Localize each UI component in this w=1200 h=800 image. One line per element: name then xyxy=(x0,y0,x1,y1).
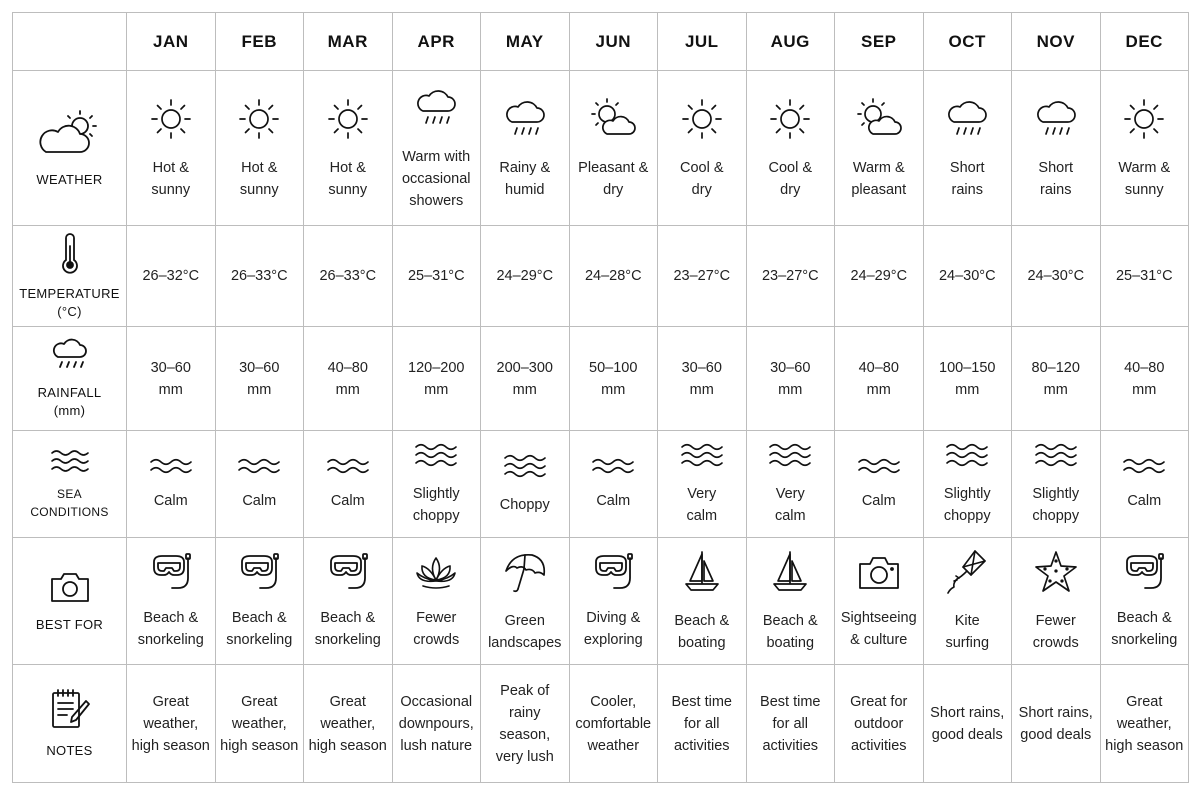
thermometer-icon xyxy=(59,232,81,279)
temperature-cell-aug xyxy=(746,226,835,327)
notes-value: Occasional downpours, lush nature xyxy=(398,693,474,754)
notes-label: NOTES xyxy=(46,743,93,758)
sun-icon xyxy=(767,96,813,147)
best-value: Kite surfing xyxy=(945,612,990,651)
best-cell-may xyxy=(481,538,570,665)
best-value: Green landscapes xyxy=(488,612,562,651)
weather-cell-jan xyxy=(127,71,216,226)
best-cell-oct xyxy=(923,538,1012,665)
sea-cell-jan xyxy=(127,431,216,538)
month-header-may: MAY xyxy=(481,13,570,71)
notes-value: Short rains, good deals xyxy=(930,704,1005,743)
best-cell-feb xyxy=(215,538,304,665)
waves-icon xyxy=(680,442,724,473)
sea-cell-may xyxy=(481,431,570,538)
month-header-jun: JUN xyxy=(569,13,658,71)
rainfall-cell-apr xyxy=(392,327,481,431)
rainfall-row xyxy=(13,327,1189,431)
temperature-value: 24–30°C xyxy=(1027,268,1085,284)
best-value: Beach & boating xyxy=(762,612,818,651)
weather-cell-jun xyxy=(569,71,658,226)
notes-value: Great weather, high season xyxy=(220,693,299,754)
notes-value: Great weather, high season xyxy=(131,693,210,754)
rain-cloud-icon xyxy=(50,337,90,378)
temperature-label: TEMPERATURE (°C) xyxy=(19,285,120,319)
sea-cell-apr xyxy=(392,431,481,538)
notes-value: Short rains, good deals xyxy=(1018,704,1093,743)
best-cell-nov xyxy=(1012,538,1101,665)
sea-cell-nov xyxy=(1012,431,1101,538)
weather-cell-nov xyxy=(1012,71,1101,226)
temperature-value: 24–28°C xyxy=(584,268,642,284)
notes-row xyxy=(13,665,1189,783)
starfish-icon xyxy=(1033,549,1079,600)
rain-cloud-icon xyxy=(413,85,459,136)
notes-cell-mar xyxy=(304,665,393,783)
rainfall-value: 50–100 mm xyxy=(589,359,638,398)
sun-icon xyxy=(325,96,371,147)
notes-cell-feb xyxy=(215,665,304,783)
temperature-value: 24–29°C xyxy=(850,268,908,284)
best-row-label xyxy=(13,538,127,665)
weather-cell-sep xyxy=(835,71,924,226)
rainfall-cell-nov xyxy=(1012,327,1101,431)
month-header-mar: MAR xyxy=(304,13,393,71)
notes-value: Great for outdoor activities xyxy=(850,693,908,754)
temperature-value: 26–33°C xyxy=(230,268,288,284)
snorkel-mask-icon xyxy=(325,552,371,597)
sea-value: Calm xyxy=(242,492,277,509)
sea-value: Slightly choppy xyxy=(1032,485,1080,524)
notes-cell-may xyxy=(481,665,570,783)
month-header-sep: SEP xyxy=(835,13,924,71)
rainfall-cell-aug xyxy=(746,327,835,431)
notes-cell-jun xyxy=(569,665,658,783)
waves-icon xyxy=(591,457,635,480)
best-value: Fewer crowds xyxy=(1032,612,1079,651)
notes-value: Best time for all activities xyxy=(671,693,732,754)
cloud-sun-icon xyxy=(36,108,104,165)
notes-value: Great weather, high season xyxy=(1105,693,1184,754)
weather-value: Short rains xyxy=(1038,159,1074,198)
weather-cell-feb xyxy=(215,71,304,226)
sea-label: SEA CONDITIONS xyxy=(30,486,109,519)
sea-cell-mar xyxy=(304,431,393,538)
rainfall-value: 200–300 mm xyxy=(496,359,553,398)
waves-icon xyxy=(1122,457,1166,480)
sun-icon xyxy=(679,96,725,147)
weather-cell-mar xyxy=(304,71,393,226)
notes-value: Best time for all activities xyxy=(760,693,821,754)
waves-icon xyxy=(503,453,547,484)
month-header-feb: FEB xyxy=(215,13,304,71)
temperature-value: 26–33°C xyxy=(319,268,377,284)
weather-cell-jul xyxy=(658,71,747,226)
snorkel-mask-icon xyxy=(148,552,194,597)
temperature-value: 25–31°C xyxy=(407,268,465,284)
kite-icon xyxy=(947,549,987,600)
temperature-cell-oct xyxy=(923,226,1012,327)
rainfall-value: 80–120 mm xyxy=(1031,359,1080,398)
best-value: Sightseeing & culture xyxy=(840,609,917,648)
sea-cell-feb xyxy=(215,431,304,538)
month-header-jul: JUL xyxy=(658,13,747,71)
notes-value: Cooler, comfortable weather xyxy=(575,693,652,754)
sun-icon xyxy=(148,96,194,147)
sea-cell-sep xyxy=(835,431,924,538)
temperature-value: 26–32°C xyxy=(142,268,200,284)
rain-cloud-icon xyxy=(944,96,990,147)
best-value: Fewer crowds xyxy=(413,609,460,648)
weather-row xyxy=(13,71,1189,226)
weather-value: Warm & pleasant xyxy=(851,159,907,198)
rainfall-cell-oct xyxy=(923,327,1012,431)
best-cell-sep xyxy=(835,538,924,665)
weather-cell-aug xyxy=(746,71,835,226)
notes-value: Great weather, high season xyxy=(308,693,387,754)
weather-value: Rainy & humid xyxy=(499,159,551,198)
best-cell-jun xyxy=(569,538,658,665)
best-cell-jan xyxy=(127,538,216,665)
rainfall-cell-mar xyxy=(304,327,393,431)
sailboat-icon xyxy=(770,549,810,600)
notes-cell-sep xyxy=(835,665,924,783)
notes-cell-jul xyxy=(658,665,747,783)
sea-value: Calm xyxy=(1127,492,1162,509)
sea-row-label xyxy=(13,431,127,538)
sun-cloud-icon xyxy=(587,96,639,147)
header-corner xyxy=(13,13,127,71)
waves-icon xyxy=(1034,442,1078,473)
weather-value: Hot & sunny xyxy=(239,159,279,198)
rainfall-cell-sep xyxy=(835,327,924,431)
best-cell-jul xyxy=(658,538,747,665)
sea-value: Calm xyxy=(861,492,896,509)
rain-cloud-icon xyxy=(502,96,548,147)
rainfall-value: 40–80 mm xyxy=(1124,359,1165,398)
temperature-cell-feb xyxy=(215,226,304,327)
sea-cell-jun xyxy=(569,431,658,538)
weather-cell-oct xyxy=(923,71,1012,226)
sailboat-icon xyxy=(682,549,722,600)
sea-value: Choppy xyxy=(499,496,550,513)
rainfall-value: 30–60 mm xyxy=(239,359,280,398)
snorkel-mask-icon xyxy=(1121,552,1167,597)
waves-icon xyxy=(414,442,458,473)
weather-cell-apr xyxy=(392,71,481,226)
weather-cell-may xyxy=(481,71,570,226)
temperature-cell-nov xyxy=(1012,226,1101,327)
rainfall-cell-dec xyxy=(1100,327,1189,431)
sea-value: Calm xyxy=(330,492,365,509)
month-header-aug: AUG xyxy=(746,13,835,71)
camera-icon xyxy=(48,569,92,610)
best-value: Diving & exploring xyxy=(583,609,643,648)
weather-value: Hot & sunny xyxy=(328,159,368,198)
month-header-jan: JAN xyxy=(127,13,216,71)
waves-icon xyxy=(326,457,370,480)
month-header-apr: APR xyxy=(392,13,481,71)
rainfall-cell-jan xyxy=(127,327,216,431)
notes-cell-oct xyxy=(923,665,1012,783)
temperature-value: 24–30°C xyxy=(938,268,996,284)
rainfall-value: 30–60 mm xyxy=(770,359,811,398)
sea-value: Calm xyxy=(596,492,631,509)
waves-icon xyxy=(50,448,90,479)
best-label: BEST FOR xyxy=(35,616,104,632)
rainfall-cell-feb xyxy=(215,327,304,431)
temperature-cell-jul xyxy=(658,226,747,327)
weather-value: Hot & sunny xyxy=(151,159,191,198)
rainfall-cell-jun xyxy=(569,327,658,431)
rainfall-label: RAINFALL (mm) xyxy=(37,385,102,418)
weather-value: Pleasant & dry xyxy=(578,159,649,198)
rain-cloud-icon xyxy=(1033,96,1079,147)
best-cell-dec xyxy=(1100,538,1189,665)
month-header-dec: DEC xyxy=(1100,13,1189,71)
climate-table xyxy=(12,12,1189,783)
sea-value: Very calm xyxy=(686,485,718,524)
weather-value: Warm with occasional showers xyxy=(401,148,471,209)
lotus-icon xyxy=(413,552,459,597)
waves-icon xyxy=(945,442,989,473)
sea-cell-oct xyxy=(923,431,1012,538)
waves-icon xyxy=(237,457,281,480)
sea-value: Very calm xyxy=(774,485,806,524)
notes-cell-jan xyxy=(127,665,216,783)
snorkel-mask-icon xyxy=(590,552,636,597)
month-header-oct: OCT xyxy=(923,13,1012,71)
temperature-cell-jan xyxy=(127,226,216,327)
rainfall-row-label xyxy=(13,327,127,431)
best-value: Beach & snorkeling xyxy=(1111,609,1178,648)
notes-value: Peak of rainy season, very lush xyxy=(495,682,554,765)
rainfall-value: 100–150 mm xyxy=(939,359,996,398)
weather-value: Cool & dry xyxy=(679,159,724,198)
notes-cell-nov xyxy=(1012,665,1101,783)
weather-row-label xyxy=(13,71,127,226)
rainfall-value: 120–200 mm xyxy=(408,359,465,398)
sea-cell-aug xyxy=(746,431,835,538)
notes-cell-dec xyxy=(1100,665,1189,783)
sun-icon xyxy=(1121,96,1167,147)
sun-cloud-icon xyxy=(853,96,905,147)
camera-icon xyxy=(856,552,902,597)
temperature-cell-dec xyxy=(1100,226,1189,327)
waves-icon xyxy=(857,457,901,480)
rainfall-value: 30–60 mm xyxy=(681,359,722,398)
temperature-row-label xyxy=(13,226,127,327)
rainfall-value: 30–60 mm xyxy=(150,359,191,398)
umbrella-icon xyxy=(502,549,548,600)
notes-row-label xyxy=(13,665,127,783)
temperature-cell-mar xyxy=(304,226,393,327)
sea-value: Slightly choppy xyxy=(943,485,991,524)
temperature-value: 25–31°C xyxy=(1115,268,1173,284)
temperature-cell-may xyxy=(481,226,570,327)
header-row xyxy=(13,13,1189,71)
sea-value: Calm xyxy=(153,492,188,509)
temperature-cell-sep xyxy=(835,226,924,327)
temperature-cell-jun xyxy=(569,226,658,327)
rainfall-cell-jul xyxy=(658,327,747,431)
best-cell-apr xyxy=(392,538,481,665)
rainfall-value: 40–80 mm xyxy=(858,359,899,398)
weather-label: WEATHER xyxy=(36,171,103,187)
weather-value: Warm & sunny xyxy=(1118,159,1171,198)
best-value: Beach & snorkeling xyxy=(226,609,293,648)
temperature-value: 23–27°C xyxy=(673,268,731,284)
notes-cell-apr xyxy=(392,665,481,783)
temperature-row xyxy=(13,226,1189,327)
temperature-cell-apr xyxy=(392,226,481,327)
notes-cell-aug xyxy=(746,665,835,783)
sea-row xyxy=(13,431,1189,538)
best-row xyxy=(13,538,1189,665)
sea-cell-jul xyxy=(658,431,747,538)
month-header-nov: NOV xyxy=(1012,13,1101,71)
best-value: Beach & boating xyxy=(674,612,730,651)
rainfall-cell-may xyxy=(481,327,570,431)
waves-icon xyxy=(768,442,812,473)
snorkel-mask-icon xyxy=(236,552,282,597)
weather-cell-dec xyxy=(1100,71,1189,226)
best-cell-aug xyxy=(746,538,835,665)
temperature-value: 24–29°C xyxy=(496,268,554,284)
waves-icon xyxy=(149,457,193,480)
sea-value: Slightly choppy xyxy=(412,485,460,524)
best-cell-mar xyxy=(304,538,393,665)
sea-cell-dec xyxy=(1100,431,1189,538)
best-value: Beach & snorkeling xyxy=(314,609,381,648)
best-value: Beach & snorkeling xyxy=(137,609,204,648)
weather-value: Cool & dry xyxy=(768,159,813,198)
sun-icon xyxy=(236,96,282,147)
weather-value: Short rains xyxy=(949,159,985,198)
rainfall-value: 40–80 mm xyxy=(327,359,368,398)
temperature-value: 23–27°C xyxy=(761,268,819,284)
notepad-pen-icon xyxy=(49,687,91,736)
